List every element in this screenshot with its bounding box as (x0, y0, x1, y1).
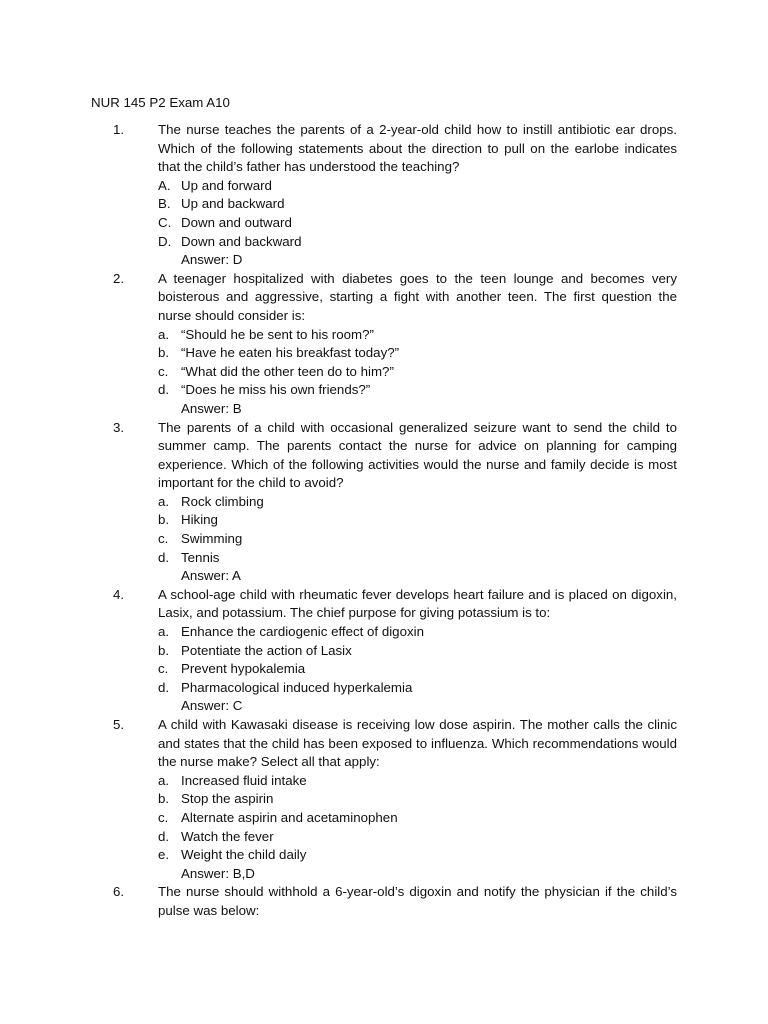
option-text: “Does he miss his own friends?” (181, 382, 371, 398)
option-text: Rock climbing (181, 493, 264, 509)
question-number: 5. (113, 717, 125, 732)
answer-option (158, 381, 677, 400)
option-letter: a. (158, 326, 170, 342)
answer-option (158, 530, 677, 549)
question-number: 1. (113, 122, 125, 137)
option-text: Up and forward (181, 177, 272, 193)
answer-option (158, 493, 677, 512)
option-letter: b. (158, 642, 170, 658)
answer-option (158, 214, 677, 233)
option-letter: a. (158, 624, 170, 640)
answer-key: Answer: B (181, 400, 242, 416)
option-letter: e. (158, 847, 170, 863)
option-letter: c. (158, 809, 169, 825)
option-letter: C. (158, 214, 172, 230)
option-letter: B. (158, 196, 171, 212)
answer-option (158, 326, 677, 345)
answer-key: Answer: B,D (181, 865, 255, 881)
answer-key: Answer: D (181, 252, 243, 268)
answer-option (158, 660, 677, 679)
question-number: 4. (113, 586, 125, 602)
question-text: A school-age child with rheumatic fever develops heart failure and is placed on digoxin, Lasix, and potassium. The chief purpose for giving potassium is to: (158, 586, 677, 621)
option-text: Swimming (181, 531, 243, 547)
question-number: 3. (113, 419, 125, 435)
option-text: Up and backward (181, 196, 285, 212)
answer-option (158, 828, 677, 847)
answer-option (158, 195, 677, 214)
answer-option (158, 790, 677, 809)
answer-key: Answer: A (181, 568, 241, 584)
option-text: Stop the aspirin (181, 791, 274, 807)
option-letter: d. (158, 828, 170, 844)
option-text: Alternate aspirin and acetaminophen (181, 809, 398, 825)
question-item (91, 586, 677, 716)
option-letter: a. (158, 772, 170, 788)
option-text: Tennis (181, 549, 220, 565)
option-letter: d. (158, 382, 170, 398)
option-letter: b. (158, 345, 170, 361)
option-letter: D. (158, 233, 172, 249)
question-item (91, 121, 677, 270)
question-text: The parents of a child with occasional generalized seizure want to send the child to summer camp. The parents contact the nurse for advice on planning for camping experience. Which of the following activities would the nurse and family decide is most important for the child to avoid? (158, 419, 677, 491)
option-text: Pharmacological induced hyperkalemia (181, 679, 413, 695)
answer-option (158, 809, 677, 828)
option-text: Down and outward (181, 214, 292, 230)
answer-option (158, 549, 677, 568)
question-item (91, 419, 677, 586)
answer-option (158, 177, 677, 196)
option-text: Enhance the cardiogenic effect of digoxin (181, 624, 424, 640)
answer-option (158, 623, 677, 642)
question-item (91, 883, 677, 920)
answer-key: Answer: C (181, 698, 243, 714)
option-letter: c. (158, 661, 169, 677)
question-number: 6. (113, 884, 125, 900)
question-text: A child with Kawasaki disease is receiving low dose aspirin. The mother calls the clinic and states that the child has been exposed to influenza. Which recommendations would the nurse make? Select all that apply: (158, 717, 677, 770)
option-letter: b. (158, 791, 170, 807)
answer-option (158, 344, 677, 363)
question-number: 2. (113, 270, 125, 286)
option-letter: a. (158, 493, 170, 509)
option-text: Down and backward (181, 233, 302, 249)
option-text: “Should he be sent to his room?” (181, 326, 374, 342)
option-text: Weight the child daily (181, 847, 307, 863)
option-text: “Have he eaten his breakfast today?” (181, 345, 400, 361)
answer-option (158, 363, 677, 382)
question-list (91, 121, 677, 921)
option-letter: A. (158, 177, 171, 193)
option-text: Potentiate the action of Lasix (181, 642, 352, 658)
question-item (91, 716, 677, 883)
question-item (91, 270, 677, 419)
option-letter: c. (158, 363, 169, 379)
option-text: “What did the other teen do to him?” (181, 363, 394, 379)
question-text: A teenager hospitalized with diabetes goes to the teen lounge and becomes very boisterous and aggressive, starting a fight with another teen. The first question the nurse should consider is: (158, 270, 677, 323)
question-text: The nurse should withhold a 6-year-old’s digoxin and notify the physician if the child’s pulse was below: (158, 884, 677, 918)
document-title: NUR 145 P2 Exam A10 (91, 95, 230, 110)
answer-option (158, 679, 677, 698)
option-letter: b. (158, 512, 170, 528)
option-letter: d. (158, 549, 170, 565)
option-text: Hiking (181, 512, 218, 528)
answer-option (158, 511, 677, 530)
option-text: Watch the fever (181, 828, 274, 844)
option-text: Prevent hypokalemia (181, 661, 306, 677)
option-text: Increased fluid intake (181, 772, 307, 788)
option-letter: c. (158, 531, 169, 547)
answer-option (158, 846, 677, 865)
answer-option (158, 772, 677, 791)
answer-option (158, 642, 677, 661)
question-text: The nurse teaches the parents of a 2-year-old child how to instill antibiotic ear drops. Which of the following statements about the direction to pull on the earlobe indicates that the child’s father has understood the teaching? (158, 122, 677, 175)
option-letter: d. (158, 679, 170, 695)
answer-option (158, 233, 677, 252)
